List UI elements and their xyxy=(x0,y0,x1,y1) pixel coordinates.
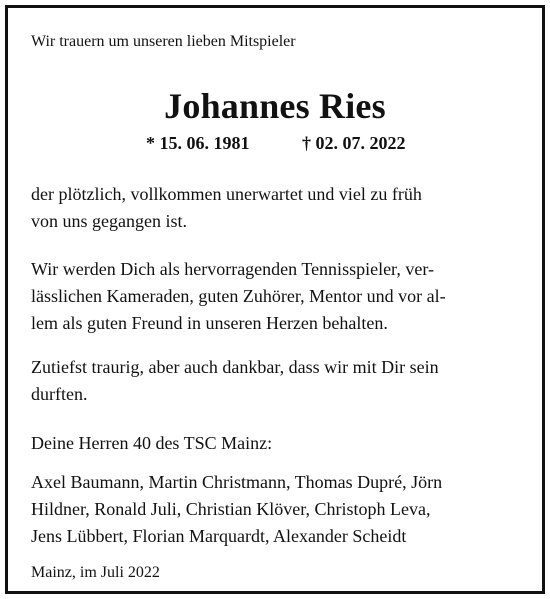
life-dates xyxy=(8,132,542,154)
names-line: Axel Baumann, Martin Christmann, Thomas Dupré, Jörn xyxy=(31,472,443,492)
place-date: Mainz, im Juli 2022 xyxy=(31,564,160,581)
paragraph-line: Wir werden Dich als hervorragenden Tennisspieler, ver- xyxy=(31,259,434,279)
paragraph-passing xyxy=(31,181,528,235)
intro-text: Wir trauern um unseren lieben Mitspieler xyxy=(31,33,296,50)
paragraph-line: lässlichen Kameraden, guten Zuhörer, Mentor und vor al- xyxy=(31,286,446,306)
birth-date: * 15. 06. 1981 xyxy=(146,133,250,153)
names-line: Jens Lübbert, Florian Marquardt, Alexander Scheidt xyxy=(31,526,407,546)
obituary-notice xyxy=(5,5,545,594)
signature-intro: Deine Herren 40 des TSC Mainz: xyxy=(31,433,273,453)
deceased-name: Johannes Ries xyxy=(164,86,386,126)
death-date: † 02. 07. 2022 xyxy=(302,133,406,153)
paragraph-line: lem als guten Freund in unseren Herzen behalten. xyxy=(31,313,388,333)
paragraph-line: von uns gegangen ist. xyxy=(31,211,187,231)
paragraph-line: Zutiefst traurig, aber auch dankbar, dass wir mit Dir sein xyxy=(31,357,439,377)
paragraph-line: der plötzlich, vollkommen unerwartet und viel zu früh xyxy=(31,184,422,204)
paragraph-line: durften. xyxy=(31,384,88,404)
paragraph-gratitude xyxy=(31,354,528,408)
names-line: Hildner, Ronald Juli, Christian Klöver, Christoph Leva, xyxy=(31,499,431,519)
signatory-names xyxy=(31,469,528,550)
paragraph-remembrance xyxy=(31,256,528,337)
